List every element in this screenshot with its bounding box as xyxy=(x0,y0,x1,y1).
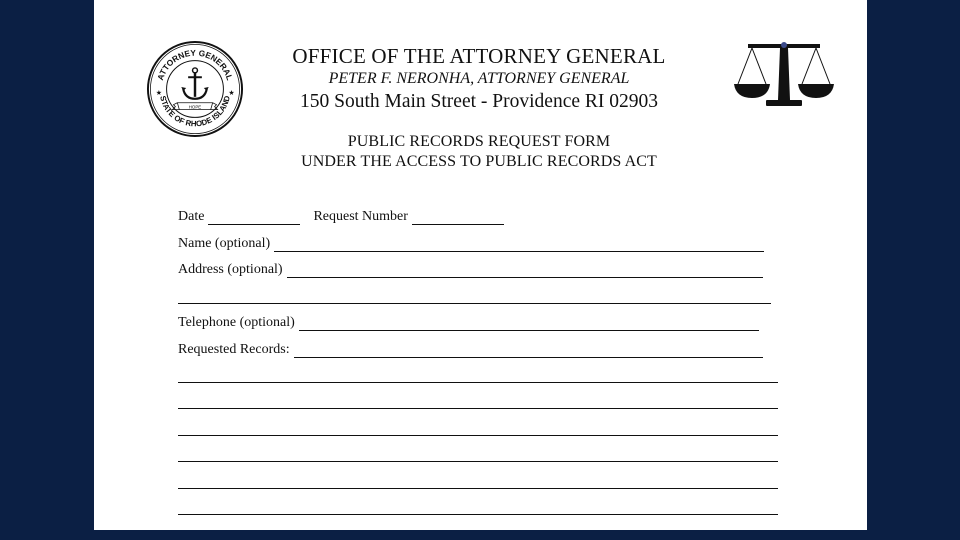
records-line[interactable] xyxy=(178,461,778,462)
request-number-line[interactable] xyxy=(412,212,504,225)
form-title xyxy=(244,132,714,172)
name-line[interactable] xyxy=(274,239,764,252)
seal-top-text: ATTORNEY GENERAL xyxy=(155,47,235,82)
seal-ribbon-text: HOPE xyxy=(188,104,202,110)
requested-records-label: Requested Records: xyxy=(178,342,290,357)
telephone-line[interactable] xyxy=(299,318,759,331)
requested-records-field xyxy=(178,342,763,358)
form-page xyxy=(94,0,867,530)
name-field xyxy=(178,236,764,252)
address-label: Address (optional) xyxy=(178,262,283,277)
requested-records-line[interactable] xyxy=(294,345,763,358)
anchor-icon xyxy=(181,68,208,99)
office-title: OFFICE OF THE ATTORNEY GENERAL xyxy=(292,44,666,68)
form-title-line1: PUBLIC RECORDS REQUEST FORM xyxy=(347,133,611,150)
office-address: 150 South Main Street - Providence RI 02903 xyxy=(300,91,658,112)
svg-text:★: ★ xyxy=(228,89,235,97)
date-line[interactable] xyxy=(208,212,300,225)
date-field xyxy=(178,209,504,225)
records-line[interactable] xyxy=(178,514,778,515)
seal-bottom-text: STATE OF RHODE ISLAND xyxy=(158,94,232,129)
records-line[interactable] xyxy=(178,488,778,489)
scales-of-justice-icon xyxy=(732,38,836,114)
name-label: Name (optional) xyxy=(178,236,271,251)
telephone-label: Telephone (optional) xyxy=(178,315,295,330)
svg-text:★: ★ xyxy=(155,89,162,97)
records-line[interactable] xyxy=(178,382,778,383)
address-line-2[interactable] xyxy=(178,303,771,304)
address-line[interactable] xyxy=(287,265,763,278)
address-field xyxy=(178,262,763,278)
date-label: Date xyxy=(178,209,205,224)
attorney-general-seal xyxy=(146,40,244,138)
records-line[interactable] xyxy=(178,408,778,409)
records-line[interactable] xyxy=(178,435,778,436)
attorney-name: PETER F. NERONHA, ATTORNEY GENERAL xyxy=(328,70,630,87)
letterhead xyxy=(244,43,714,115)
ribbon xyxy=(172,103,217,110)
telephone-field xyxy=(178,315,759,331)
request-number-label: Request Number xyxy=(313,209,408,224)
form-title-line2: UNDER THE ACCESS TO PUBLIC RECORDS ACT xyxy=(301,153,657,170)
